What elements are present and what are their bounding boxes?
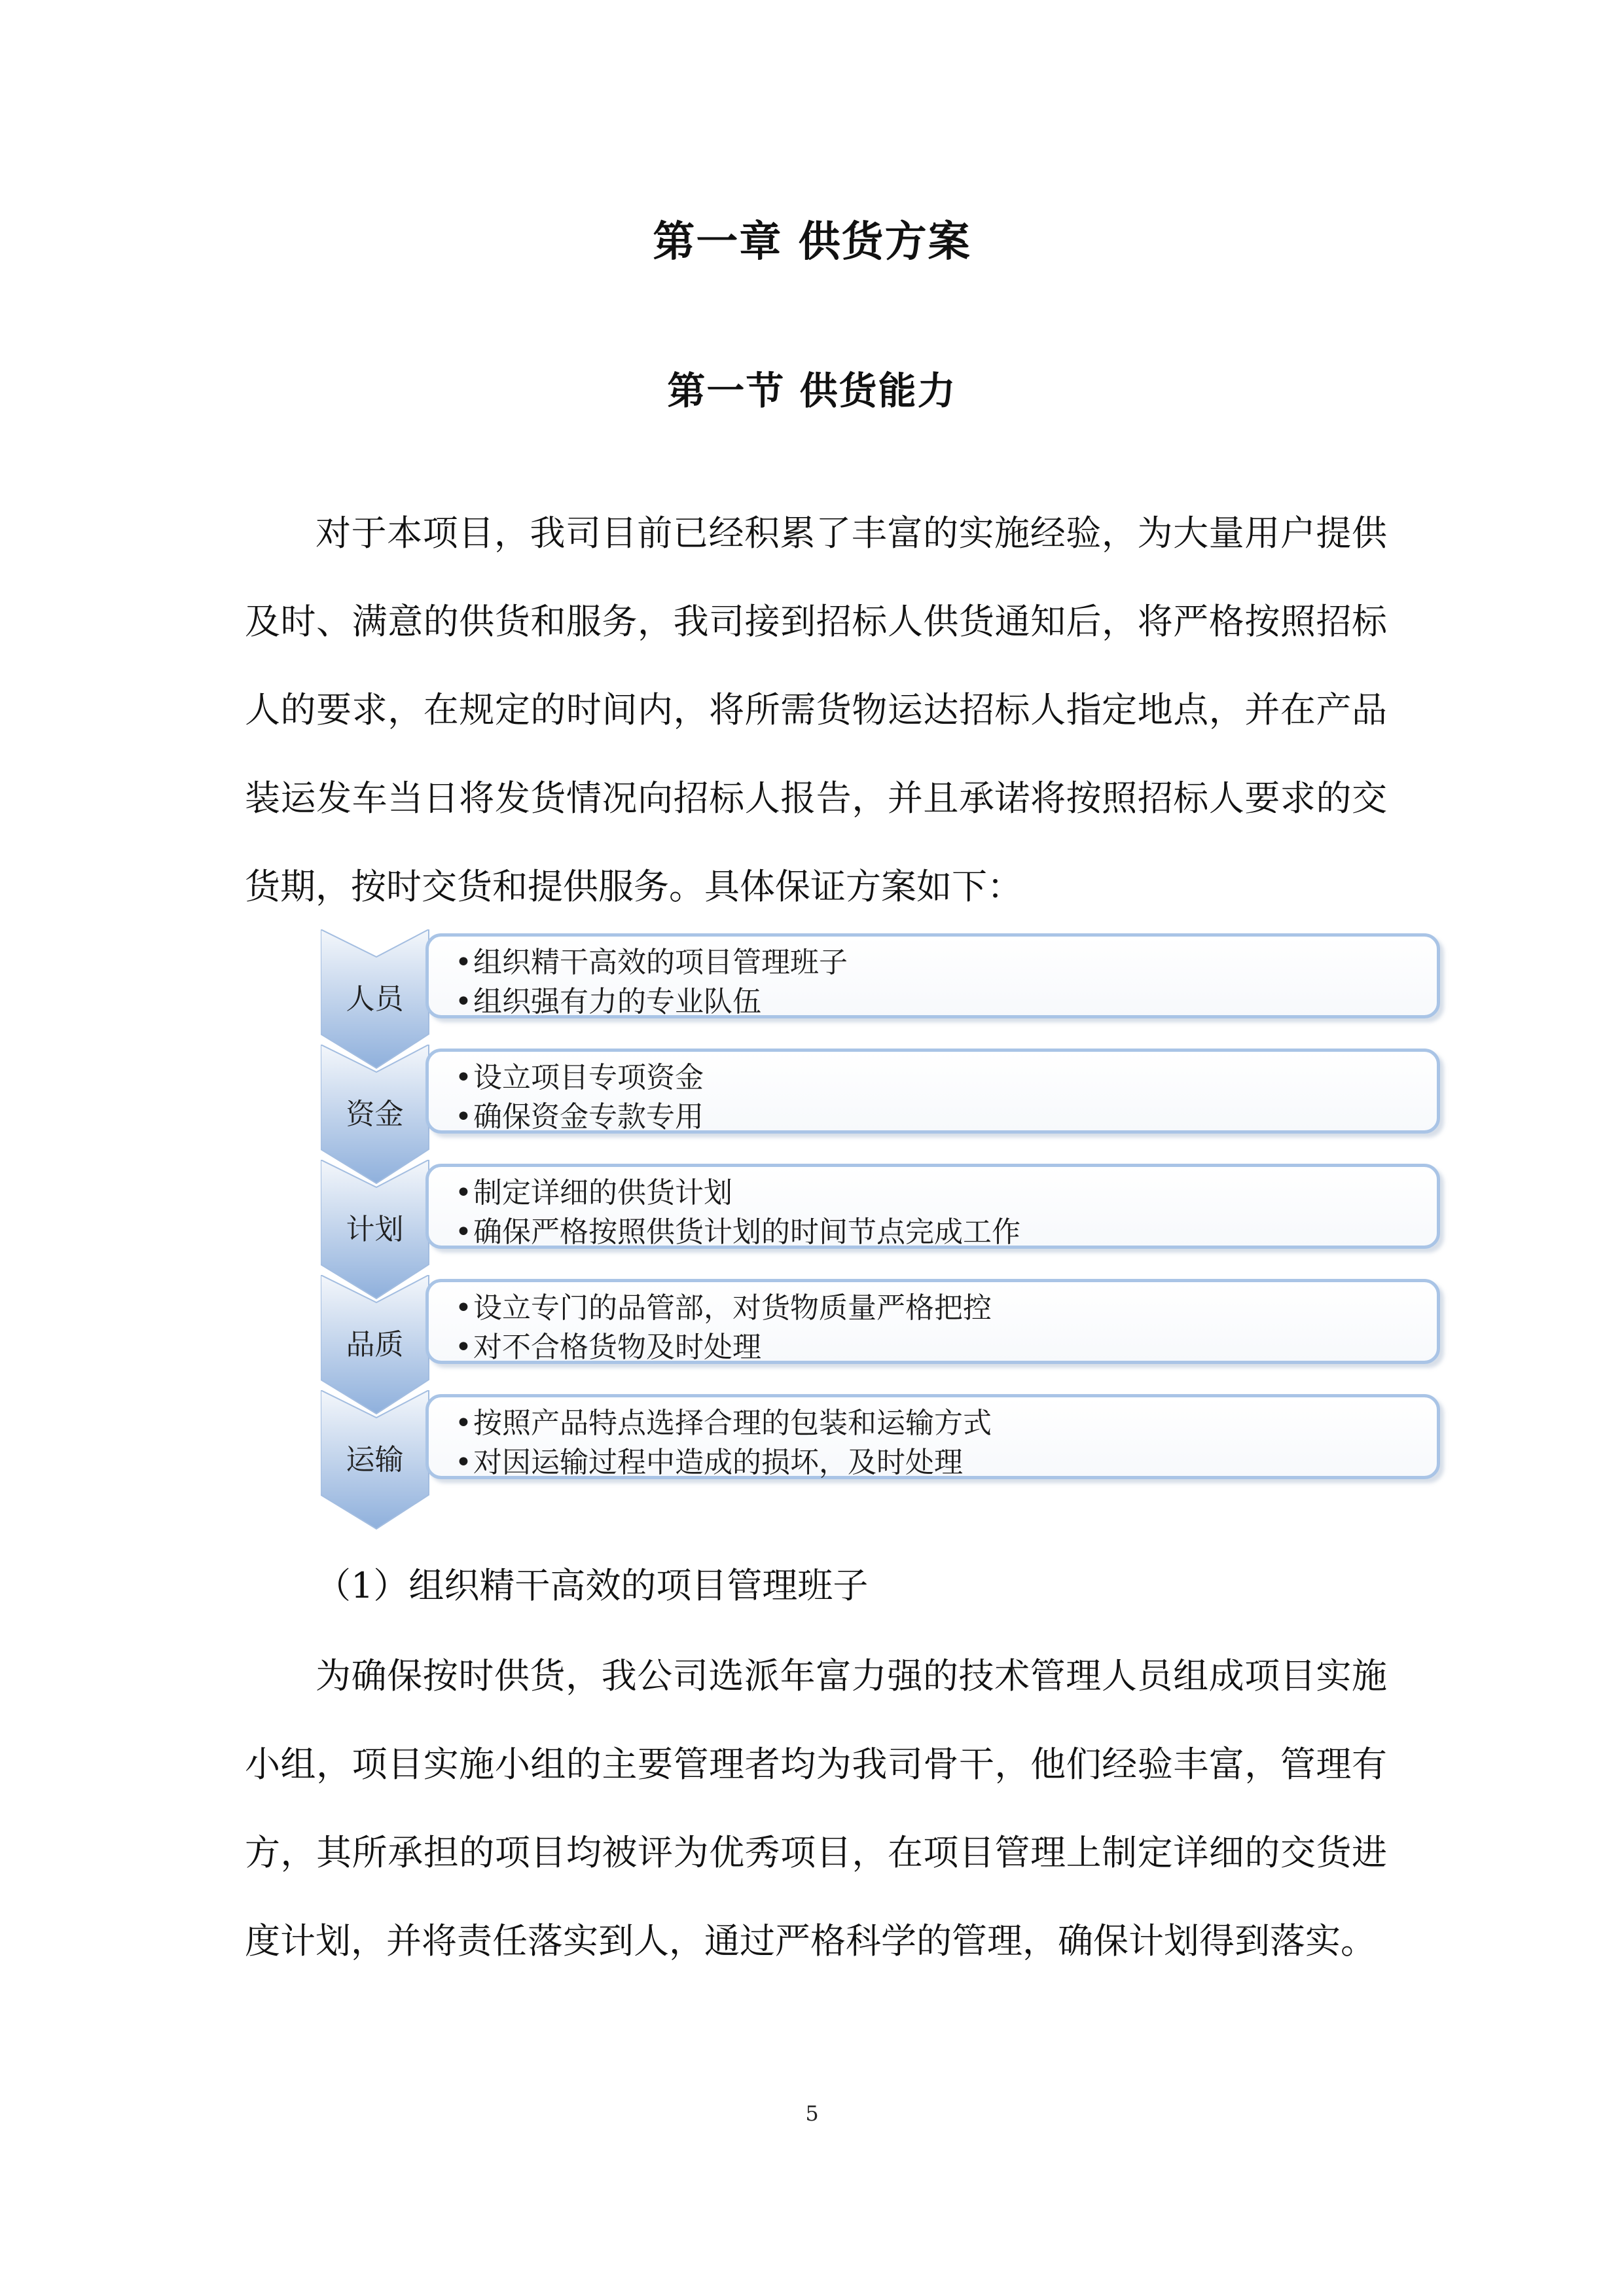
bullet-item: • 对因运输过程中造成的损坏，及时处理	[455, 1443, 1437, 1482]
bullet-item: • 制定详细的供货计划	[455, 1174, 1437, 1213]
bullet-item: • 确保严格按照供货计划的时间节点完成工作	[455, 1213, 1437, 1252]
bullet-item: • 组织强有力的专业队伍	[455, 982, 1437, 1022]
bullet-item: • 确保资金专款专用	[455, 1098, 1437, 1137]
diagram-row	[321, 1045, 1447, 1162]
sub-heading: （1）组织精干高效的项目管理班子	[316, 1565, 869, 1606]
category-label: 计划	[346, 1213, 404, 1246]
section-title: 第一节 供货能力	[667, 368, 957, 413]
bullet-panel	[425, 933, 1440, 1018]
diagram-row	[321, 929, 1447, 1047]
bullet-item: • 组织精干高效的项目管理班子	[455, 943, 1437, 982]
page-number: 5	[805, 2101, 819, 2126]
diagram-row	[321, 1275, 1447, 1393]
bullet-item: • 对不合格货物及时处理	[455, 1328, 1437, 1367]
bullet-panel	[425, 1279, 1440, 1364]
bullet-panel	[425, 1164, 1440, 1249]
chapter-title: 第一章 供货方案	[653, 218, 971, 266]
bullet-item: • 设立项目专项资金	[455, 1058, 1437, 1098]
category-label: 运输	[346, 1443, 404, 1477]
diagram-row	[321, 1390, 1447, 1508]
bullet-item: • 设立专门的品管部，对货物质量严格把控	[455, 1289, 1437, 1328]
supply-guarantee-diagram	[321, 929, 1447, 1532]
bullet-panel	[425, 1049, 1440, 1134]
category-label: 品质	[346, 1328, 404, 1361]
diagram-row	[321, 1160, 1447, 1278]
category-label: 人员	[346, 982, 404, 1016]
intro-paragraph: 对于本项目，我司目前已经积累了丰富的实施经验，为大量用户提供及时、满意的供货和服务，我司接到招标人供货通知后，将严格按照招标人的要求，在规定的时间内，将所需货物运达招标人指定地点，并在产品装运发车当日将发货情况向招标人报告，并且承诺将按照招标人要求的交货期，按时交货和提供服务。具体保证方案如下：	[245, 512, 1387, 907]
bullet-panel	[425, 1394, 1440, 1479]
category-label: 资金	[346, 1098, 404, 1131]
body-paragraph: 为确保按时供货，我公司选派年富力强的技术管理人员组成项目实施小组，项目实施小组的主要管理者均为我司骨干，他们经验丰富，管理有方，其所承担的项目均被评为优秀项目，在项目管理上制定详细的交货进度计划，并将责任落实到人，通过严格科学的管理，确保计划得到落实。	[245, 1655, 1387, 1962]
bullet-item: • 按照产品特点选择合理的包装和运输方式	[455, 1404, 1437, 1443]
